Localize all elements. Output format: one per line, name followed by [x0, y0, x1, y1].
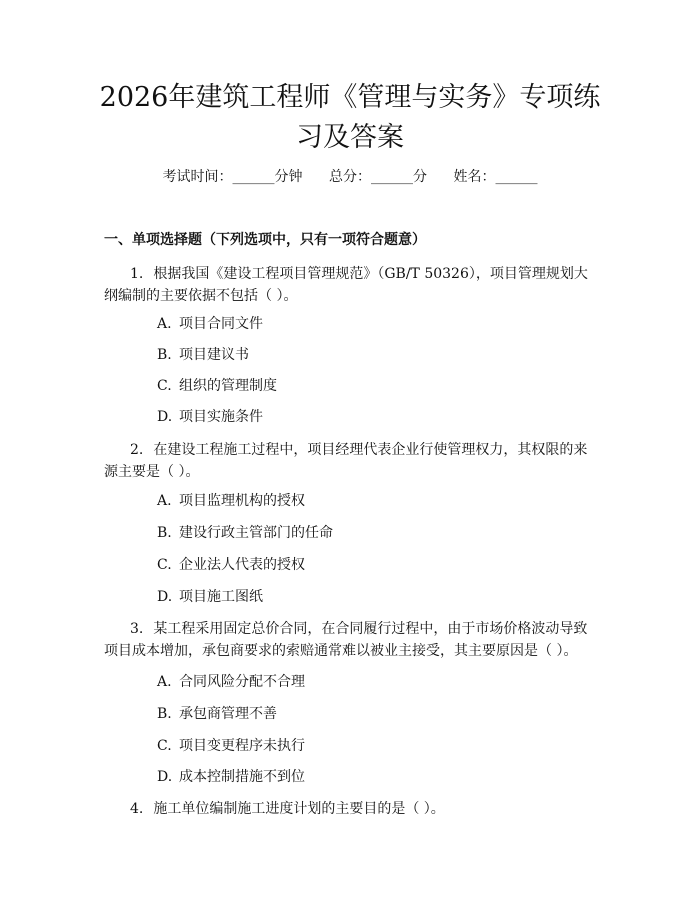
question-1 — [104, 263, 598, 307]
question-text: 在建设工程施工过程中，项目经理代表企业行使管理权力，其权限的来源主要是（ ）。 — [104, 442, 588, 480]
student-name-field: 姓名：______ — [453, 169, 538, 185]
question-2 — [104, 439, 598, 483]
question-number: 2. — [130, 442, 144, 458]
question-3-option-a — [157, 671, 305, 693]
question-number: 4. — [130, 801, 144, 817]
option-letter: B. — [157, 706, 172, 722]
question-text: 某工程采用固定总价合同，在合同履行过程中，由于市场价格波动导致项目成本增加，承包商要求的索赔通常难以被业主接受，其主要原因是（ ）。 — [104, 621, 588, 659]
total-score-field: 总分：______分 — [329, 169, 427, 185]
question-3-option-d — [157, 766, 305, 788]
option-text: 项目建议书 — [179, 347, 249, 363]
question-3-option-b — [157, 703, 277, 725]
exam-time-field: 考试时间：______分钟 — [162, 169, 303, 185]
question-2-option-c — [157, 554, 305, 576]
option-letter: A. — [157, 493, 172, 509]
option-text: 项目实施条件 — [179, 409, 263, 425]
question-4 — [104, 798, 598, 820]
option-text: 项目施工图纸 — [179, 589, 263, 605]
question-1-option-a — [157, 313, 263, 335]
question-3-option-c — [157, 735, 305, 757]
question-2-option-b — [157, 522, 333, 544]
question-2-option-d — [157, 586, 263, 608]
option-letter: C. — [157, 378, 172, 394]
question-number: 1. — [130, 266, 144, 282]
option-letter: B. — [157, 525, 172, 541]
option-text: 企业法人代表的授权 — [179, 557, 305, 573]
option-text: 承包商管理不善 — [179, 706, 277, 722]
question-2-option-a — [157, 490, 305, 512]
option-text: 项目合同文件 — [179, 316, 263, 332]
option-letter: C. — [157, 557, 172, 573]
option-letter: D. — [157, 769, 173, 785]
question-number: 3. — [130, 621, 144, 637]
exam-meta-line — [0, 166, 700, 188]
option-letter: B. — [157, 347, 172, 363]
option-text: 合同风险分配不合理 — [179, 674, 305, 690]
option-letter: A. — [157, 316, 172, 332]
option-letter: C. — [157, 738, 172, 754]
option-letter: A. — [157, 674, 172, 690]
option-text: 项目变更程序未执行 — [179, 738, 305, 754]
question-text: 施工单位编制施工进度计划的主要目的是（ ）。 — [153, 801, 445, 817]
question-3 — [104, 618, 598, 662]
option-letter: D. — [157, 589, 173, 605]
document-title: 2026年建筑工程师《管理与实务》专项练习及答案 — [99, 82, 601, 153]
option-text: 成本控制措施不到位 — [179, 769, 305, 785]
option-text: 项目监理机构的授权 — [179, 493, 305, 509]
section-heading: 一、单项选择题（下列选项中，只有一项符合题意） — [104, 232, 426, 248]
question-text: 根据我国《建设工程项目管理规范》（GB/T 50326），项目管理规划大纲编制的主要依据不包括（ ）。 — [104, 266, 588, 304]
question-1-option-d — [157, 406, 263, 428]
option-text: 组织的管理制度 — [179, 378, 277, 394]
option-text: 建设行政主管部门的任命 — [179, 525, 333, 541]
question-1-option-c — [157, 375, 277, 397]
option-letter: D. — [157, 409, 173, 425]
question-1-option-b — [157, 344, 249, 366]
